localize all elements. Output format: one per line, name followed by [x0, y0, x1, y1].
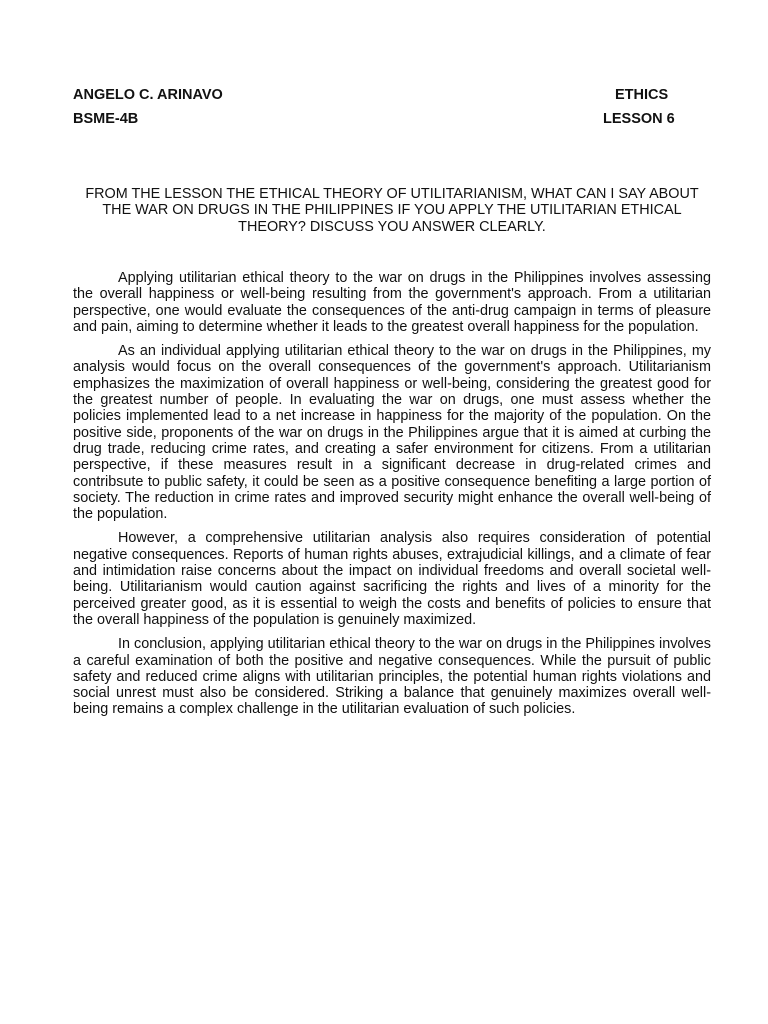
section-label: BSME-4B: [73, 111, 139, 127]
lesson-label: LESSON 6: [603, 111, 675, 127]
paragraph: Applying utilitarian ethical theory to the war on drugs in the Philippines involves assessing the overall happiness or well-being resulting from the government's approach. From a utilitarian perspective, one would evaluate the consequences of the anti-drug campaign in terms of pleasure and pain, aiming to determine whether it leads to the greatest overall happiness for the population.: [73, 270, 711, 335]
paragraph: As an individual applying utilitarian ethical theory to the war on drugs in the Philippines, my analysis would focus on the overall consequences of the government's approach. Utilitarianism emphasizes the maximization of overall happiness or well-being, considering the greatest good for the greatest number of people. In evaluating the war on drugs, one must assess whether the policies implemented lead to a net increase in happiness for the majority of the population. On the positive side, proponents of the war on drugs in the Philippines argue that it is aimed at curbing the drug trade, reducing crime rates, and creating a safer environment for citizens. From a utilitarian perspective, if these measures result in a significant decrease in drug-related crimes and contribsute to public safety, it could be seen as a positive consequence benefiting a large portion of society. The reduction in crime rates and improved security might enhance the overall well-being of the population.: [73, 343, 711, 523]
header-row-1: [73, 86, 693, 104]
subject-label: ETHICS: [615, 87, 669, 103]
student-name: ANGELO C. ARINAVO: [73, 87, 223, 103]
essay-question: FROM THE LESSON THE ETHICAL THEORY OF UTILITARIANISM, WHAT CAN I SAY ABOUT THE WAR ON DRUGS IN THE PHILIPPINES IF YOU APPLY THE UTILITARIAN ETHICAL THEORY? DISCUSS YOU ANSWER CLEARLY.: [85, 186, 699, 235]
paragraph: In conclusion, applying utilitarian ethical theory to the war on drugs in the Philippines involves a careful examination of both the positive and negative consequences. While the pursuit of public safety and reduced crime aligns with utilitarian principles, the potential human rights violations and social unrest must also be considered. Striking a balance that genuinely maximizes overall well-being remains a complex challenge in the utilitarian evaluation of such policies.: [73, 636, 711, 718]
essay-body: [73, 270, 711, 726]
header-row-2: [73, 110, 693, 128]
paragraph: However, a comprehensive utilitarian analysis also requires consideration of potential negative consequences. Reports of human rights abuses, extrajudicial killings, and a climate of fear and intimidation raise concerns about the impact on individual freedoms and overall societal well-being. Utilitarianism would caution against sacrificing the rights and lives of a minority for the perceived greater good, as it is essential to weigh the costs and benefits of policies to ensure that the overall happiness of the population is genuinely maximized.: [73, 530, 711, 628]
